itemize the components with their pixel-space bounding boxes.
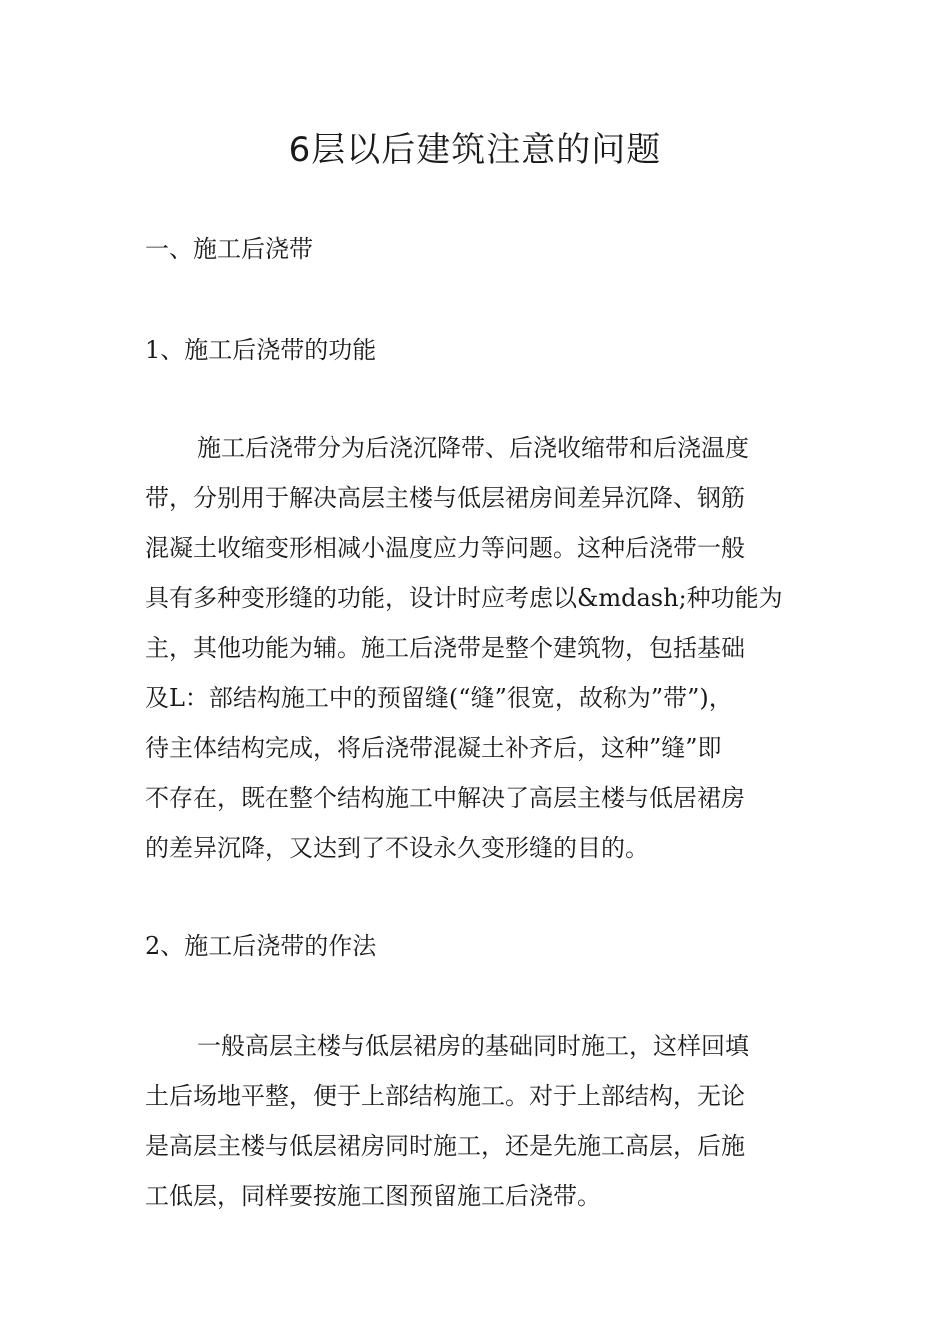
paragraph-function	[145, 423, 825, 873]
paragraph-line: 不存在，既在整个结构施工中解决了高层主楼与低居裙房	[145, 784, 745, 812]
paragraph-method	[145, 1021, 825, 1221]
paragraph-line: 具有多种变形缝的功能，设计时应考虑以&mdash;种功能为	[145, 584, 783, 612]
paragraph-line: 是高层主楼与低层裙房同时施工，还是先施工高层，后施	[145, 1132, 745, 1160]
paragraph-line: 带，分别用于解决高层主楼与低层裙房间差异沉降、钢筋	[145, 484, 745, 512]
section-heading-1: 一、施工后浇带	[145, 235, 313, 263]
subsection-heading-2: 2、施工后浇带的作法	[145, 932, 377, 960]
subsection-heading-1: 1、施工后浇带的功能	[145, 336, 377, 364]
paragraph-line: 施工后浇带分为后浇沉降带、后浇收缩带和后浇温度	[197, 434, 749, 462]
paragraph-line: 待主体结构完成，将后浇带混凝土补齐后，这种”缝”即	[145, 734, 722, 762]
paragraph-line: 一般高层主楼与低层裙房的基础同时施工，这样回填	[197, 1032, 749, 1060]
paragraph-line: 工低层，同样要按施工图预留施工后浇带。	[145, 1182, 601, 1210]
paragraph-line: 及L：部结构施工中的预留缝(“缝”很宽，故称为”带”)，	[145, 684, 733, 712]
paragraph-line: 混凝土收缩变形相减小温度应力等问题。这种后浇带一般	[145, 534, 745, 562]
paragraph-line: 主，其他功能为辅。施工后浇带是整个建筑物，包括基础	[145, 634, 745, 662]
paragraph-line: 土后场地平整，便于上部结构施工。对于上部结构，无论	[145, 1082, 745, 1110]
document-title: 6层以后建筑注意的问题	[288, 130, 662, 170]
paragraph-line: 的差异沉降，又达到了不设永久变形缝的目的。	[145, 834, 649, 862]
